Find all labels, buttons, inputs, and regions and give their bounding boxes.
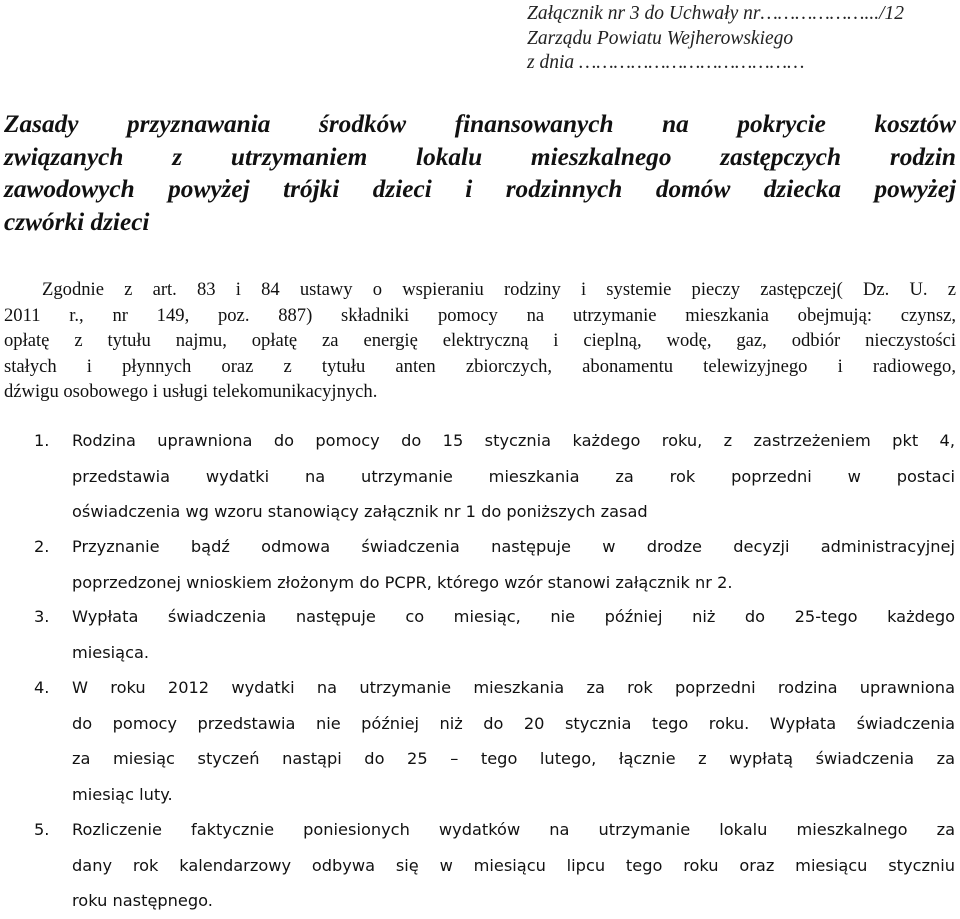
- intro-paragraph: [4, 277, 956, 405]
- attachment-header: [527, 2, 904, 76]
- list-item-text: [72, 423, 955, 530]
- list-item-line: miesiąca.: [72, 642, 150, 662]
- title-line: związanych z utrzymaniem lokalu mieszkalnego zastępczych rodzin: [4, 142, 956, 171]
- list-item-line: do pomocy przedstawia nie później niż do 20 stycznia tego roku. Wypłata świadczenia: [72, 713, 955, 733]
- title-line: Zasady przyznawania środków finansowanych na pokrycie kosztów: [4, 110, 956, 138]
- intro-line: 2011 r., nr 149, poz. 887) składniki pomocy na utrzymanie mieszkania obejmują: czynsz,: [4, 304, 956, 326]
- list-item-number: 4.: [34, 678, 50, 697]
- list-item-line: za miesiąc styczeń nastąpi do 25 – tego lutego, łącznie z wypłatą świadczenia za: [72, 749, 955, 768]
- list-item-line: poprzedzonej wnioskiem złożonym do PCPR, którego wzór stanowi załącznik nr 2.: [72, 572, 733, 592]
- list-item-line: dany rok kalendarzowy odbywa się w miesiącu lipcu tego roku oraz miesiącu styczniu: [72, 855, 955, 875]
- list-item-text: [72, 529, 955, 600]
- title-line: czwórki dzieci: [4, 207, 150, 236]
- intro-line: opłatę z tytułu najmu, opłatę za energię elektryczną i cieplną, wodę, gaz, odbiór nieczystości: [4, 330, 956, 351]
- document-title: [4, 108, 956, 238]
- title-line: zawodowych powyżej trójki dzieci i rodzinnych domów dziecka powyżej: [4, 175, 956, 203]
- list-item-line: Przyznanie bądź odmowa świadczenia następuje w drodze decyzji administracyjnej: [72, 537, 955, 556]
- list-item-number: 5.: [34, 820, 50, 839]
- list-item-text: [72, 670, 955, 812]
- list-item-text: [72, 812, 955, 919]
- attachment-header-line: z dnia …………………………………: [527, 52, 805, 73]
- list-item-line: miesiąc luty.: [72, 784, 173, 804]
- intro-line: Zgodnie z art. 83 i 84 ustawy o wspieraniu rodziny i systemie pieczy zastępczej( Dz. U. z: [42, 279, 956, 300]
- list-item-line: Rodzina uprawniona do pomocy do 15 stycznia każdego roku, z zastrzeżeniem pkt 4,: [72, 431, 955, 450]
- list-item-line: przedstawia wydatki na utrzymanie mieszkania za rok poprzedni w postaci: [72, 466, 955, 486]
- attachment-header-line: Zarządu Powiatu Wejherowskiego: [527, 27, 794, 49]
- list-item-number: 1.: [34, 431, 50, 450]
- list-item-text: [72, 599, 955, 670]
- list-item-line: roku następnego.: [72, 891, 213, 910]
- list-item-line: Rozliczenie faktycznie poniesionych wydatków na utrzymanie lokalu mieszkalnego za: [72, 820, 955, 839]
- list-item-number: 2.: [34, 537, 50, 556]
- list-item-line: W roku 2012 wydatki na utrzymanie mieszkania za rok poprzedni rodzina uprawniona: [72, 678, 955, 697]
- list-item-line: oświadczenia wg wzoru stanowiący załącznik nr 1 do poniższych zasad: [72, 502, 648, 521]
- intro-line: dźwigu osobowego i usługi telekomunikacyjnych.: [4, 381, 378, 402]
- attachment-header-line: Załącznik nr 3 do Uchwały nr……………….../12: [527, 3, 905, 24]
- list-item-line: Wypłata świadczenia następuje co miesiąc, nie później niż do 25-tego każdego: [72, 607, 955, 626]
- intro-line: stałych i płynnych oraz z tytułu anten zbiorczych, abonamentu telewizyjnego i radiowego,: [4, 355, 956, 377]
- list-item-number: 3.: [34, 607, 50, 626]
